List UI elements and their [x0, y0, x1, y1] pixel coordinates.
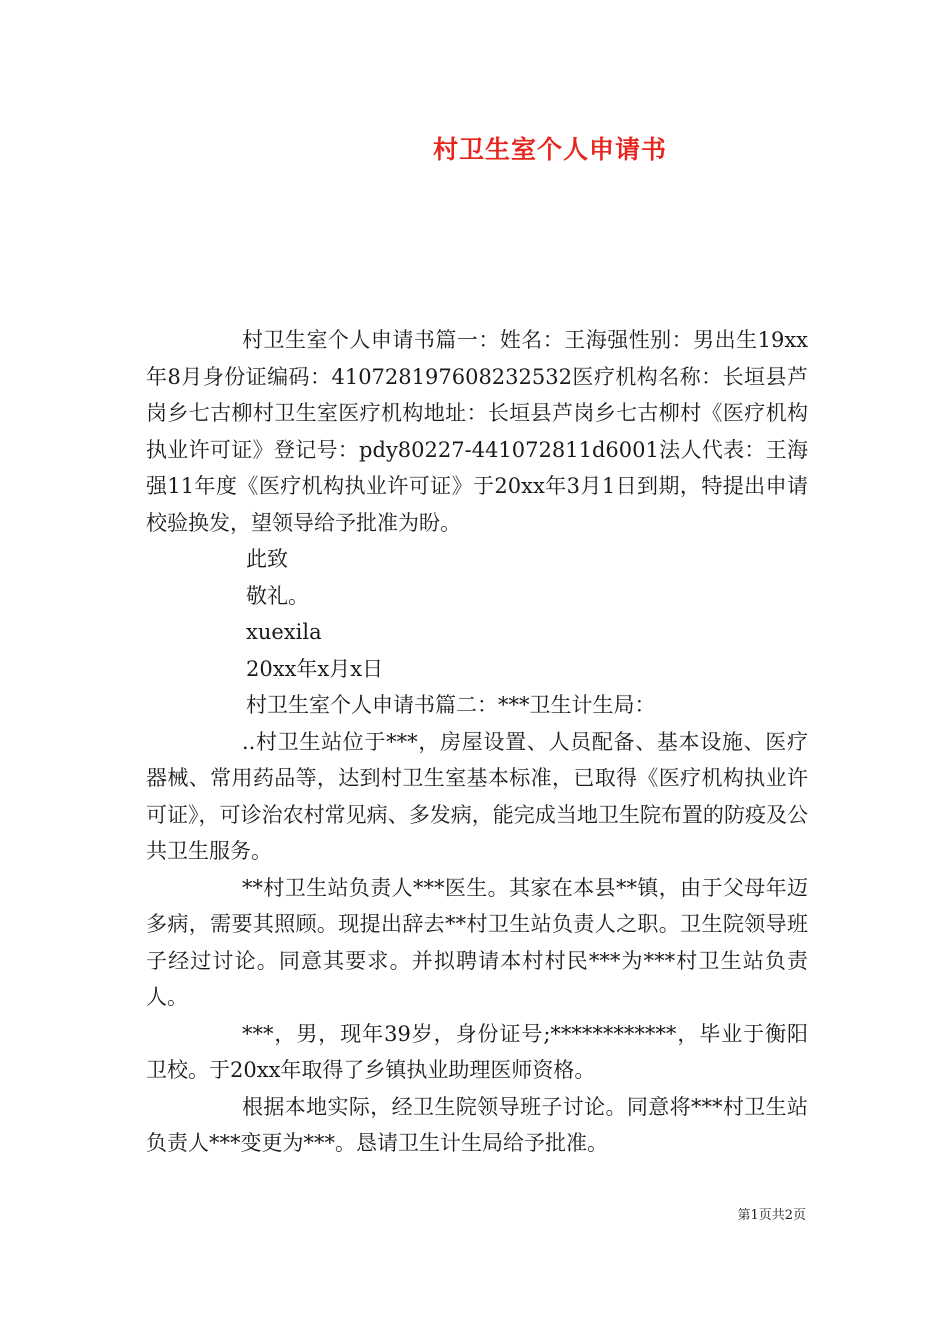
document-body	[146, 322, 808, 1162]
paragraph-signature: xuexila	[246, 620, 322, 644]
paragraph-date: 20xx年x月x日	[246, 656, 384, 681]
document-title: 村卫生室个人申请书	[432, 135, 667, 164]
page-number-footer: 第1页共2页	[737, 1208, 806, 1223]
paragraph-request-approval: 根据本地实际，经卫生院领导班子讨论。同意将***村卫生站负责人***变更为***。恳请卫生计生局给予批准。	[146, 1094, 808, 1155]
paragraph-salutation-jingli: 敬礼。	[246, 583, 309, 608]
paragraph-salutation-zhici: 此致	[246, 547, 288, 571]
paragraph-application-two-heading: 村卫生室个人申请书篇二：***卫生计生局：	[246, 693, 656, 717]
paragraph-application-one: 村卫生室个人申请书篇一：姓名：王海强性别：男出生19xx年8月身份证编码：410728197608232532医疗机构名称：长垣县芦岗乡七古柳村卫生室医疗机构地址：长垣县芦岗乡七古柳村《医疗机构执业许可证》登记号：pdy80227-441072811d6001法人代表：王海强11年度《医疗机构执业许可证》于20xx年3月1日到期，特提出申请校验换发，望领导给予批准为盼。	[146, 328, 808, 535]
paragraph-station-description: ..村卫生站位于***，房屋设置、人员配备、基本设施、医疗器械、常用药品等，达到村卫生室基本标准，已取得《医疗机构执业许可证》，可诊治农村常见病、多发病，能完成当地卫生院布置的防疫及公共卫生服务。	[146, 729, 808, 863]
paragraph-resignation: **村卫生站负责人***医生。其家在本县**镇，由于父母年迈多病，需要其照顾。现提出辞去**村卫生站负责人之职。卫生院领导班子经过讨论。同意其要求。并拟聘请本村村民***为***村卫生站负责人。	[146, 875, 808, 1009]
paragraph-candidate-info: ***，男，现年39岁，身份证号;************，毕业于衡阳卫校。于20xx年取得了乡镇执业助理医师资格。	[146, 1021, 808, 1082]
